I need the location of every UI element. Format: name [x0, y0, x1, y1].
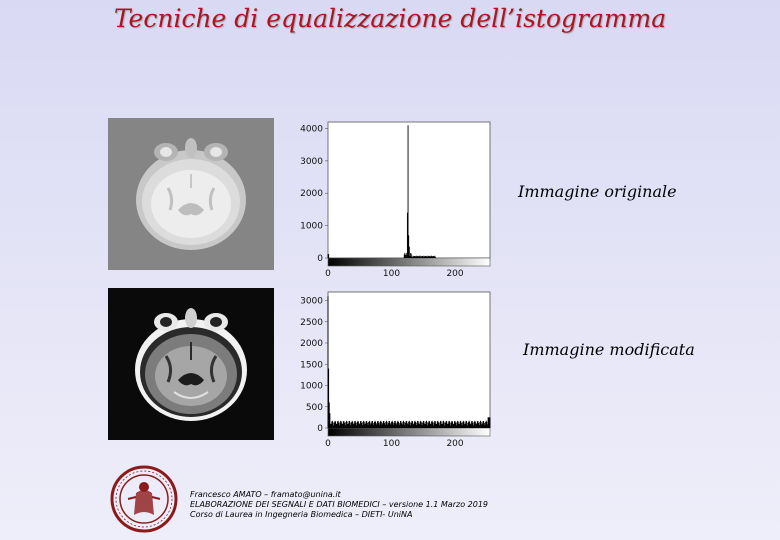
x-tick-label: 200 [446, 269, 464, 279]
y-tick-label: 2500 [300, 317, 323, 328]
mri-original-image [108, 118, 274, 270]
y-tick-label: 0 [317, 424, 323, 434]
caption-original: Immagine originale [518, 182, 677, 201]
footer-author: Francesco AMATO – framato@unina.it [190, 490, 341, 499]
university-seal-logo [110, 465, 178, 533]
y-tick-label: 500 [305, 402, 323, 413]
caption-modified: Immagine modificata [523, 340, 695, 359]
gray-level-colorbar [328, 258, 490, 266]
slide-title: Tecniche di equalizzazione dell’istogramma [113, 4, 667, 33]
footer-degree: Corso di Laurea in Ingegneria Biomedica – DIETI- UniNA [190, 510, 413, 519]
y-tick-label: 1000 [300, 381, 323, 392]
histogram-original [294, 118, 494, 283]
histogram-modified [294, 288, 494, 448]
plot-area [328, 292, 490, 428]
y-tick-label: 3000 [300, 296, 323, 307]
mri-modified-image [108, 288, 274, 440]
x-tick-label: 0 [325, 439, 331, 448]
y-tick-label: 1000 [300, 221, 323, 232]
y-tick-label: 3000 [300, 156, 323, 167]
y-tick-label: 2000 [300, 339, 323, 349]
gray-level-colorbar [328, 428, 490, 436]
footer-course-title: ELABORAZIONE DEI SEGNALI E DATI BIOMEDICI – versione 1.1 Marzo 2019 [190, 500, 488, 509]
y-tick-label: 0 [317, 254, 323, 264]
x-tick-label: 100 [382, 439, 401, 448]
y-tick-label: 4000 [300, 124, 323, 135]
y-tick-label: 2000 [300, 189, 323, 200]
x-tick-label: 200 [446, 439, 464, 448]
y-tick-label: 1500 [300, 360, 323, 371]
x-tick-label: 0 [325, 269, 331, 279]
x-tick-label: 100 [382, 269, 401, 279]
footer-credits [190, 490, 488, 520]
